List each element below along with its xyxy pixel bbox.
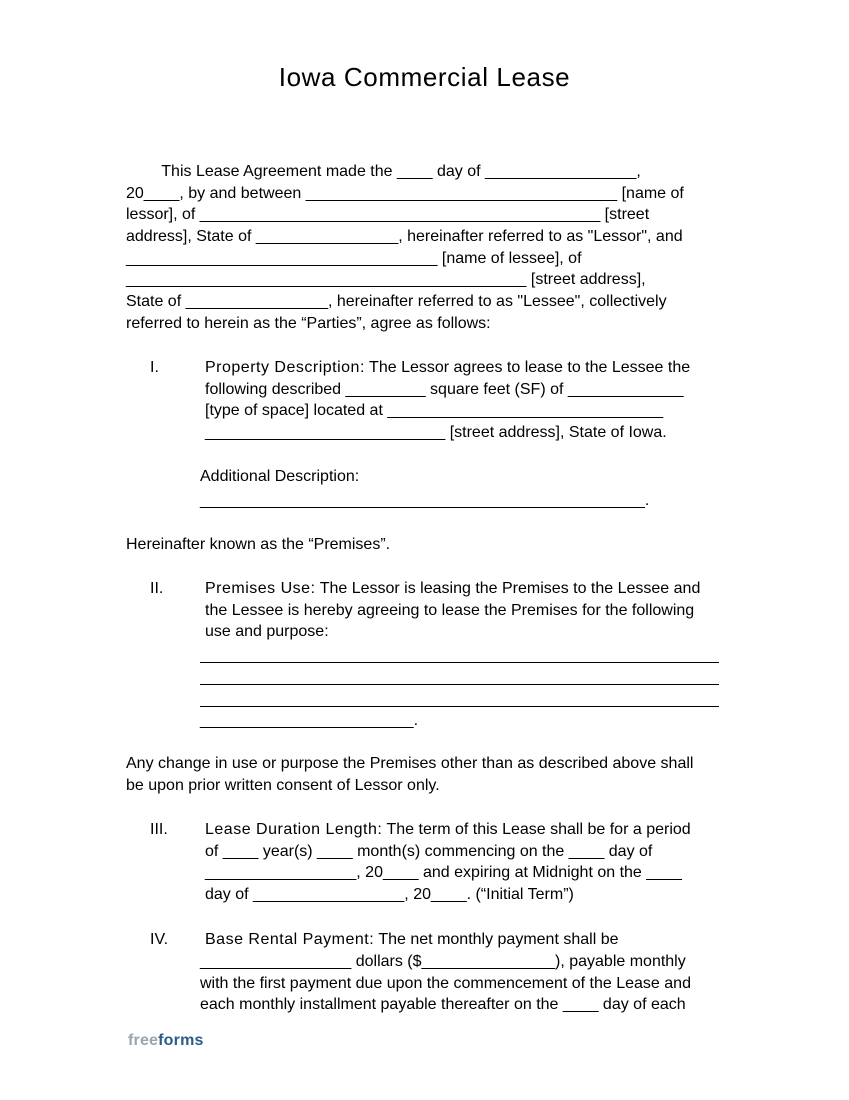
section-text: The Lessor is leasing the Premises to the Lessee and: [315, 580, 701, 597]
blank-line: [200, 662, 719, 663]
section-text: [type of space] located at _______________________________: [205, 402, 664, 420]
section-number: IV.: [150, 931, 169, 948]
change-note-line: be upon prior written consent of Lessor only.: [126, 776, 440, 794]
section-number: I.: [150, 359, 159, 376]
section-heading: Property Description:: [205, 359, 365, 376]
section-text: The Lessor agrees to lease to the Lessee the: [364, 359, 691, 376]
blank-line: [200, 684, 719, 685]
section-text: with the first payment due upon the commencement of the Lease and: [200, 974, 691, 992]
section-heading: Base Rental Payment:: [205, 931, 375, 948]
section-property-description: [205, 357, 690, 444]
section-base-rental-payment: [205, 929, 619, 951]
intro-line: ___________________________________ [name of lessee], of: [126, 249, 582, 267]
section-text: following described _________ square feet (SF) of _____________: [205, 380, 684, 398]
logo-part-forms: forms: [158, 1032, 204, 1049]
change-note-line: Any change in use or purpose the Premises other than as described above shall: [126, 755, 694, 772]
section-number: III.: [150, 821, 168, 838]
additional-description: [200, 466, 649, 511]
intro-line: This Lease Agreement made the ____ day of _________________,: [126, 163, 641, 180]
blank-line: [200, 706, 719, 707]
intro-line: _____________________________________________ [street address],: [126, 271, 646, 289]
section-text: _________________ dollars ($_______________), payable monthly: [200, 953, 686, 970]
intro-line: State of ________________, hereinafter referred to as "Lessee", collectively: [126, 293, 667, 311]
intro-line: referred to herein as the “Parties”, agree as follows:: [126, 314, 491, 332]
intro-paragraph: [126, 161, 684, 335]
change-note: [126, 753, 693, 796]
premises-note: Hereinafter known as the “Premises”.: [126, 536, 391, 553]
section-text: each monthly installment payable thereafter on the ____ day of each: [200, 996, 686, 1014]
intro-line: lessor], of _____________________________________________ [street: [126, 206, 650, 224]
intro-line: address], State of ________________, hereinafter referred to as "Lessor", and: [126, 228, 683, 246]
section-number: II.: [150, 580, 164, 597]
section-heading: Lease Duration Length:: [205, 821, 383, 838]
document-title: Iowa Commercial Lease: [278, 62, 571, 92]
intro-line: 20____, by and between ___________________________________ [name of: [126, 184, 684, 202]
section-text: of ____ year(s) ____ month(s) commencing on the ____ day of: [205, 842, 653, 860]
section-base-rental-payment-continued: [200, 951, 691, 1016]
section-text: The term of this Lease shall be for a period: [382, 821, 691, 838]
section-text: The net monthly payment shall be: [374, 931, 619, 948]
logo-part-free: free: [128, 1032, 159, 1049]
section-premises-use: [205, 578, 700, 643]
freeforms-logo: [128, 1032, 204, 1050]
section-text: use and purpose:: [205, 623, 329, 641]
section-text: ___________________________ [street address], State of Iowa.: [205, 424, 667, 442]
additional-description-blank: __________________________________________________.: [200, 491, 650, 509]
section-text: _________________, 20____ and expiring at Midnight on the ____: [205, 864, 682, 882]
section-lease-duration: [205, 819, 691, 906]
additional-description-label: Additional Description:: [200, 468, 360, 485]
section-text: day of _________________, 20____. (“Initial Term”): [205, 886, 574, 904]
premises-use-final-blank: ________________________.: [200, 712, 419, 729]
section-text: the Lessee is hereby agreeing to lease the Premises for the following: [205, 601, 695, 619]
section-heading: Premises Use:: [205, 580, 316, 597]
